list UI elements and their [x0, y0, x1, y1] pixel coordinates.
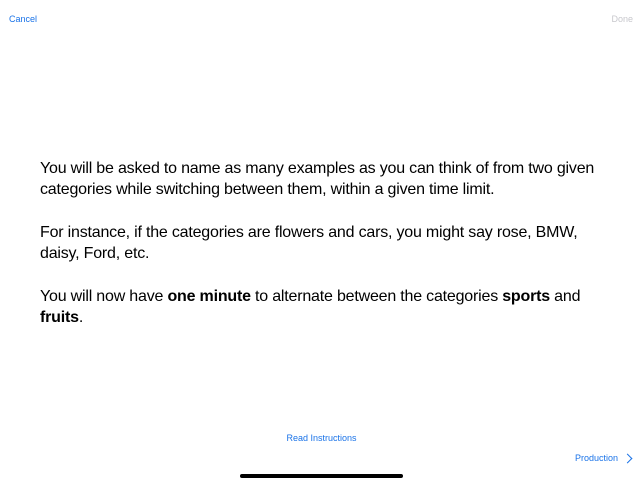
- category-1-emphasis: sports: [502, 288, 550, 305]
- cancel-button[interactable]: Cancel: [9, 14, 38, 24]
- instructions-text: [40, 158, 610, 350]
- instruction-text: .: [78, 309, 84, 326]
- instruction-text: to alternate between the categories: [250, 288, 503, 305]
- done-button[interactable]: Done: [611, 14, 633, 24]
- production-next-button[interactable]: [575, 453, 633, 463]
- instruction-text: and: [549, 288, 581, 305]
- category-2-emphasis: fruits: [40, 309, 79, 326]
- instruction-paragraph-2: For instance, if the categories are flowers and cars, you might say rose, BMW, daisy, Ford, etc.: [40, 224, 578, 262]
- instruction-paragraph-3: [40, 286, 610, 328]
- home-indicator: [240, 474, 403, 478]
- duration-emphasis: one minute: [167, 288, 251, 305]
- read-instructions-button[interactable]: Read Instructions: [0, 433, 643, 443]
- instruction-text: You will now have: [40, 288, 168, 305]
- chevron-right-icon: [623, 453, 633, 463]
- production-label: Production: [574, 453, 618, 463]
- instruction-paragraph-1: You will be asked to name as many examples as you can think of from two given categories while switching between them, within a given time limit.: [40, 160, 595, 198]
